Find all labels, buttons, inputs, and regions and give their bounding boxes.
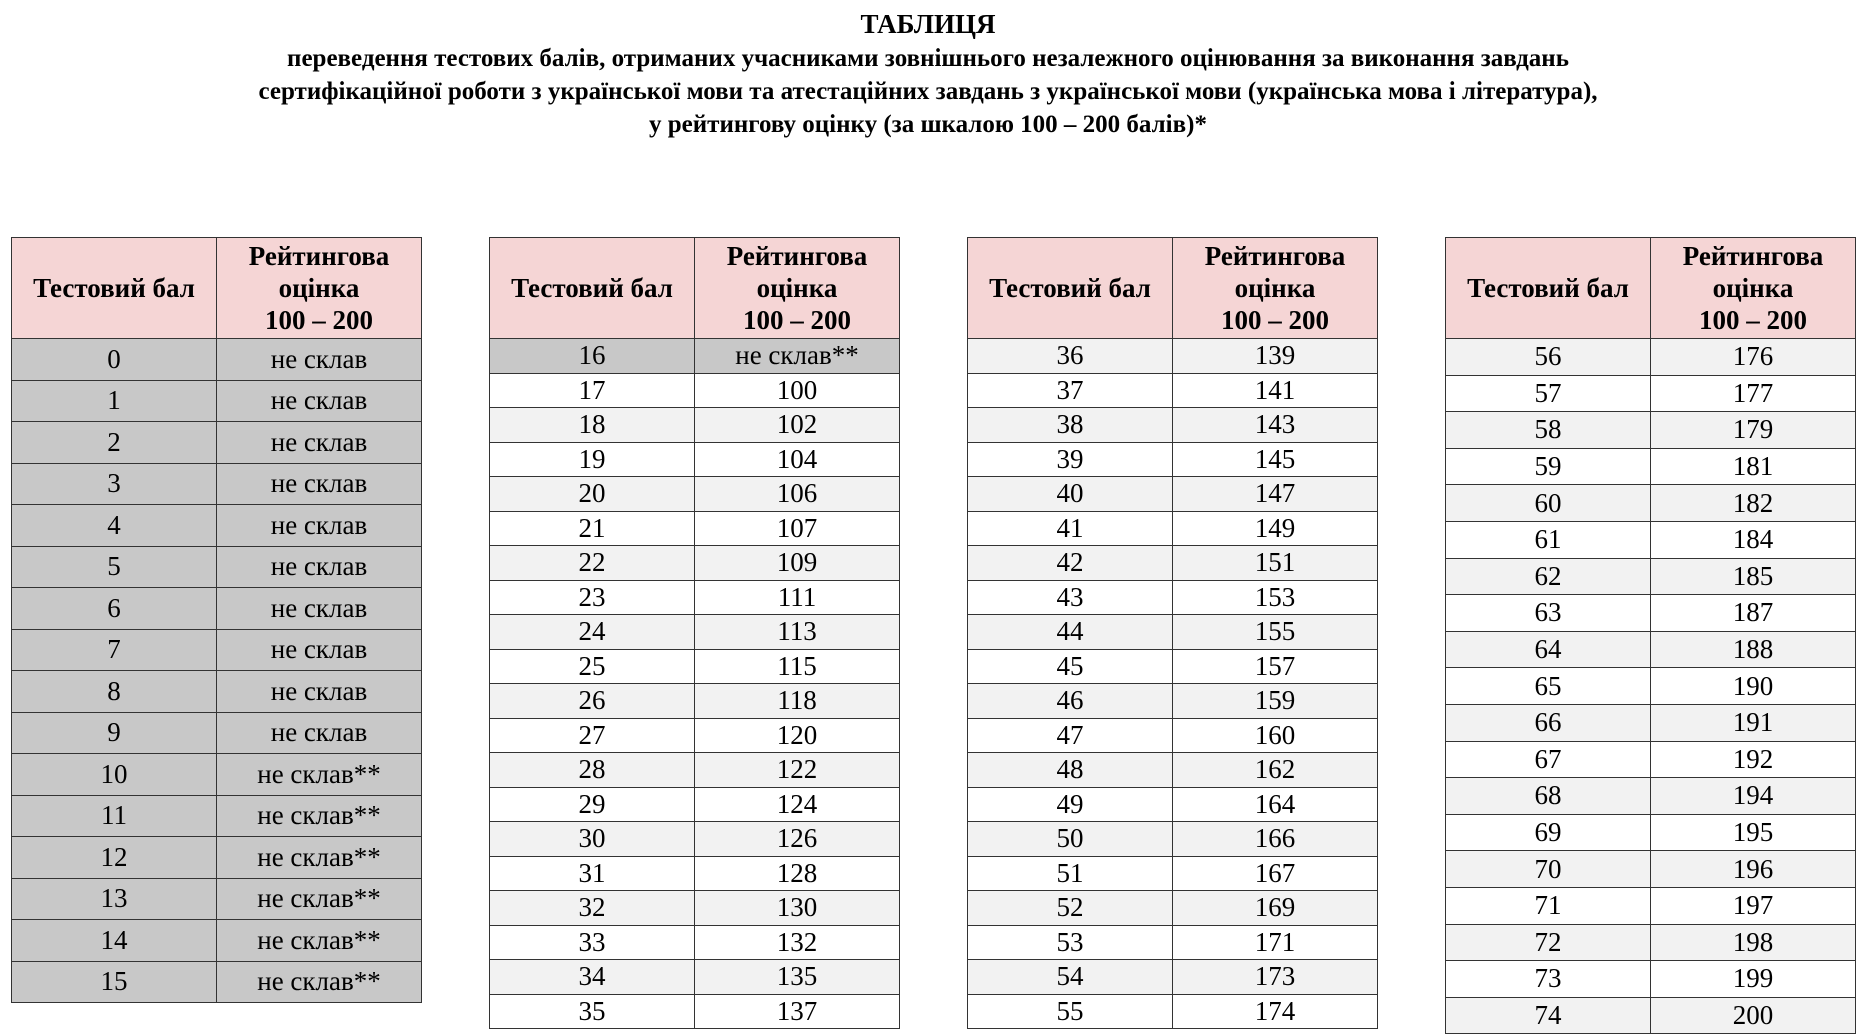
test-score-cell: 19 bbox=[490, 442, 695, 477]
rating-cell: не склав bbox=[217, 588, 422, 630]
rating-cell: 173 bbox=[1173, 960, 1378, 995]
table-row bbox=[490, 339, 900, 374]
table-row bbox=[12, 961, 422, 1003]
test-score-cell: 74 bbox=[1446, 997, 1651, 1034]
rating-cell: 126 bbox=[695, 822, 900, 857]
table-row bbox=[490, 580, 900, 615]
test-score-cell: 29 bbox=[490, 787, 695, 822]
rating-cell: 100 bbox=[695, 373, 900, 408]
rating-cell: 149 bbox=[1173, 511, 1378, 546]
table-row bbox=[1446, 412, 1856, 449]
test-score-cell: 64 bbox=[1446, 631, 1651, 668]
test-score-cell: 73 bbox=[1446, 961, 1651, 998]
test-score-cell: 25 bbox=[490, 649, 695, 684]
rating-cell: 128 bbox=[695, 856, 900, 891]
table-row bbox=[490, 477, 900, 512]
test-score-cell: 59 bbox=[1446, 448, 1651, 485]
rating-cell: не склав** bbox=[217, 920, 422, 962]
test-score-cell: 54 bbox=[968, 960, 1173, 995]
test-score-cell: 7 bbox=[12, 629, 217, 671]
table-row bbox=[1446, 375, 1856, 412]
rating-cell: 120 bbox=[695, 718, 900, 753]
table-row bbox=[968, 787, 1378, 822]
test-score-cell: 12 bbox=[12, 837, 217, 879]
header-rating-line-1: Рейтингова bbox=[1204, 241, 1346, 271]
test-score-cell: 68 bbox=[1446, 778, 1651, 815]
test-score-cell: 45 bbox=[968, 649, 1173, 684]
rating-cell: 174 bbox=[1173, 994, 1378, 1029]
title-line-3: у рейтингову оцінку (за шкалою 100 – 200 балів)* bbox=[649, 111, 1207, 138]
test-score-cell: 56 bbox=[1446, 339, 1651, 376]
rating-cell: 159 bbox=[1173, 684, 1378, 719]
rating-cell: 139 bbox=[1173, 339, 1378, 374]
test-score-cell: 42 bbox=[968, 546, 1173, 581]
test-score-cell: 5 bbox=[12, 546, 217, 588]
rating-cell: 187 bbox=[1651, 595, 1856, 632]
header-rating-line-3: 100 – 200 bbox=[1699, 305, 1807, 335]
rating-cell: 135 bbox=[695, 960, 900, 995]
table-row bbox=[490, 787, 900, 822]
score-table-3 bbox=[967, 237, 1378, 1029]
table-row bbox=[1446, 631, 1856, 668]
rating-cell: 122 bbox=[695, 753, 900, 788]
table-row bbox=[12, 422, 422, 464]
table-row bbox=[12, 463, 422, 505]
header-rating-line-1: Рейтингова bbox=[248, 241, 390, 271]
rating-cell: не склав bbox=[217, 505, 422, 547]
test-score-cell: 16 bbox=[490, 339, 695, 374]
rating-cell: 141 bbox=[1173, 373, 1378, 408]
test-score-cell: 4 bbox=[12, 505, 217, 547]
rating-cell: 145 bbox=[1173, 442, 1378, 477]
rating-cell: 104 bbox=[695, 442, 900, 477]
table-row bbox=[490, 684, 900, 719]
test-score-cell: 71 bbox=[1446, 887, 1651, 924]
rating-cell: 191 bbox=[1651, 704, 1856, 741]
test-score-cell: 51 bbox=[968, 856, 1173, 891]
test-score-cell: 11 bbox=[12, 795, 217, 837]
test-score-cell: 24 bbox=[490, 615, 695, 650]
test-score-cell: 20 bbox=[490, 477, 695, 512]
test-score-cell: 14 bbox=[12, 920, 217, 962]
rating-cell: не склав** bbox=[217, 961, 422, 1003]
table-row bbox=[12, 671, 422, 713]
table-header-row bbox=[12, 238, 422, 339]
rating-cell: 111 bbox=[695, 580, 900, 615]
test-score-cell: 55 bbox=[968, 994, 1173, 1029]
test-score-cell: 47 bbox=[968, 718, 1173, 753]
test-score-cell: 13 bbox=[12, 878, 217, 920]
test-score-cell: 53 bbox=[968, 925, 1173, 960]
test-score-cell: 70 bbox=[1446, 851, 1651, 888]
rating-cell: не склав** bbox=[217, 878, 422, 920]
test-score-cell: 44 bbox=[968, 615, 1173, 650]
test-score-cell: 69 bbox=[1446, 814, 1651, 851]
rating-cell: не склав** bbox=[217, 754, 422, 796]
table-row bbox=[1446, 668, 1856, 705]
table-row bbox=[1446, 851, 1856, 888]
test-score-cell: 18 bbox=[490, 408, 695, 443]
test-score-cell: 60 bbox=[1446, 485, 1651, 522]
table-row bbox=[12, 754, 422, 796]
rating-cell: не склав bbox=[217, 463, 422, 505]
table-row bbox=[490, 649, 900, 684]
header-rating bbox=[695, 238, 900, 339]
rating-cell: 115 bbox=[695, 649, 900, 684]
table-row bbox=[1446, 485, 1856, 522]
header-test-score: Тестовий бал bbox=[490, 238, 695, 339]
test-score-cell: 27 bbox=[490, 718, 695, 753]
header-rating bbox=[1173, 238, 1378, 339]
table-row bbox=[490, 753, 900, 788]
table-row bbox=[968, 891, 1378, 926]
header-test-score: Тестовий бал bbox=[968, 238, 1173, 339]
score-table-2 bbox=[489, 237, 900, 1029]
rating-cell: 118 bbox=[695, 684, 900, 719]
rating-cell: 200 bbox=[1651, 997, 1856, 1034]
table-row bbox=[12, 712, 422, 754]
table-row bbox=[968, 442, 1378, 477]
table-row bbox=[1446, 704, 1856, 741]
table-row bbox=[1446, 558, 1856, 595]
table-header-row bbox=[968, 238, 1378, 339]
rating-cell: 162 bbox=[1173, 753, 1378, 788]
header-rating-line-3: 100 – 200 bbox=[743, 305, 851, 335]
header-rating-line-2: оцінка bbox=[1712, 273, 1794, 303]
test-score-cell: 57 bbox=[1446, 375, 1651, 412]
rating-cell: 164 bbox=[1173, 787, 1378, 822]
table-row bbox=[968, 477, 1378, 512]
test-score-cell: 15 bbox=[12, 961, 217, 1003]
table-row bbox=[968, 753, 1378, 788]
rating-cell: 102 bbox=[695, 408, 900, 443]
header-test-score: Тестовий бал bbox=[12, 238, 217, 339]
rating-cell: 177 bbox=[1651, 375, 1856, 412]
table-row bbox=[968, 960, 1378, 995]
rating-cell: 179 bbox=[1651, 412, 1856, 449]
table-row bbox=[490, 994, 900, 1029]
score-table-4 bbox=[1445, 237, 1856, 1034]
test-score-cell: 8 bbox=[12, 671, 217, 713]
test-score-cell: 67 bbox=[1446, 741, 1651, 778]
table-row bbox=[490, 408, 900, 443]
test-score-cell: 26 bbox=[490, 684, 695, 719]
table-row bbox=[968, 649, 1378, 684]
rating-cell: 106 bbox=[695, 477, 900, 512]
header-test-score: Тестовий бал bbox=[1446, 238, 1651, 339]
header-rating-line-2: оцінка bbox=[756, 273, 838, 303]
table-row bbox=[12, 380, 422, 422]
test-score-cell: 3 bbox=[12, 463, 217, 505]
table-row bbox=[490, 891, 900, 926]
table-row bbox=[490, 960, 900, 995]
rating-cell: не склав bbox=[217, 422, 422, 464]
table-row bbox=[968, 718, 1378, 753]
title-main: ТАБЛИЦЯ bbox=[860, 9, 996, 39]
test-score-cell: 1 bbox=[12, 380, 217, 422]
rating-cell: не склав bbox=[217, 712, 422, 754]
test-score-cell: 34 bbox=[490, 960, 695, 995]
rating-cell: 190 bbox=[1651, 668, 1856, 705]
rating-cell: 196 bbox=[1651, 851, 1856, 888]
test-score-cell: 39 bbox=[968, 442, 1173, 477]
table-row bbox=[968, 994, 1378, 1029]
header-rating-line-3: 100 – 200 bbox=[265, 305, 373, 335]
test-score-cell: 0 bbox=[12, 339, 217, 381]
rating-cell: не склав** bbox=[217, 837, 422, 879]
rating-cell: не склав** bbox=[217, 795, 422, 837]
score-table-1 bbox=[11, 237, 422, 1003]
test-score-cell: 36 bbox=[968, 339, 1173, 374]
table-row bbox=[968, 822, 1378, 857]
rating-cell: 107 bbox=[695, 511, 900, 546]
table-row bbox=[490, 442, 900, 477]
rating-cell: 155 bbox=[1173, 615, 1378, 650]
table-row bbox=[490, 822, 900, 857]
test-score-cell: 46 bbox=[968, 684, 1173, 719]
test-score-cell: 21 bbox=[490, 511, 695, 546]
rating-cell: 169 bbox=[1173, 891, 1378, 926]
test-score-cell: 33 bbox=[490, 925, 695, 960]
table-row bbox=[968, 615, 1378, 650]
test-score-cell: 40 bbox=[968, 477, 1173, 512]
test-score-cell: 2 bbox=[12, 422, 217, 464]
rating-cell: 143 bbox=[1173, 408, 1378, 443]
test-score-cell: 38 bbox=[968, 408, 1173, 443]
table-row bbox=[1446, 741, 1856, 778]
table-row bbox=[1446, 448, 1856, 485]
test-score-cell: 43 bbox=[968, 580, 1173, 615]
rating-cell: не склав bbox=[217, 546, 422, 588]
table-row bbox=[1446, 997, 1856, 1034]
rating-cell: 188 bbox=[1651, 631, 1856, 668]
rating-cell: 181 bbox=[1651, 448, 1856, 485]
table-row bbox=[490, 615, 900, 650]
header-rating-line-2: оцінка bbox=[278, 273, 360, 303]
table-row bbox=[12, 795, 422, 837]
test-score-cell: 31 bbox=[490, 856, 695, 891]
table-row bbox=[968, 546, 1378, 581]
table-row bbox=[12, 588, 422, 630]
table-row bbox=[968, 511, 1378, 546]
table-row bbox=[12, 546, 422, 588]
rating-cell: 194 bbox=[1651, 778, 1856, 815]
table-row bbox=[490, 511, 900, 546]
rating-cell: 166 bbox=[1173, 822, 1378, 857]
test-score-cell: 61 bbox=[1446, 521, 1651, 558]
test-score-cell: 62 bbox=[1446, 558, 1651, 595]
table-row bbox=[1446, 924, 1856, 961]
test-score-cell: 52 bbox=[968, 891, 1173, 926]
table-row bbox=[1446, 339, 1856, 376]
table-row bbox=[968, 373, 1378, 408]
table-row bbox=[1446, 521, 1856, 558]
rating-cell: 124 bbox=[695, 787, 900, 822]
rating-cell: 199 bbox=[1651, 961, 1856, 998]
test-score-cell: 35 bbox=[490, 994, 695, 1029]
title-line-1: переведення тестових балів, отриманих учасниками зовнішнього незалежного оцінювання за виконання завдань bbox=[287, 45, 1569, 72]
test-score-cell: 50 bbox=[968, 822, 1173, 857]
table-row bbox=[968, 408, 1378, 443]
rating-cell: не склав** bbox=[695, 339, 900, 374]
test-score-cell: 49 bbox=[968, 787, 1173, 822]
test-score-cell: 48 bbox=[968, 753, 1173, 788]
rating-cell: 185 bbox=[1651, 558, 1856, 595]
table-row bbox=[968, 925, 1378, 960]
rating-cell: 147 bbox=[1173, 477, 1378, 512]
rating-cell: 197 bbox=[1651, 887, 1856, 924]
test-score-cell: 17 bbox=[490, 373, 695, 408]
table-row bbox=[12, 339, 422, 381]
rating-cell: 195 bbox=[1651, 814, 1856, 851]
table-header-row bbox=[1446, 238, 1856, 339]
table-row bbox=[12, 837, 422, 879]
rating-cell: не склав bbox=[217, 380, 422, 422]
header-rating-line-1: Рейтингова bbox=[726, 241, 868, 271]
table-row bbox=[968, 684, 1378, 719]
table-row bbox=[1446, 887, 1856, 924]
rating-cell: 198 bbox=[1651, 924, 1856, 961]
table-row bbox=[1446, 961, 1856, 998]
document-title bbox=[0, 6, 1856, 141]
table-row bbox=[12, 920, 422, 962]
header-rating-line-1: Рейтингова bbox=[1682, 241, 1824, 271]
rating-cell: 184 bbox=[1651, 521, 1856, 558]
rating-cell: 167 bbox=[1173, 856, 1378, 891]
header-rating bbox=[1651, 238, 1856, 339]
rating-cell: 130 bbox=[695, 891, 900, 926]
rating-cell: 160 bbox=[1173, 718, 1378, 753]
test-score-cell: 58 bbox=[1446, 412, 1651, 449]
header-rating bbox=[217, 238, 422, 339]
table-row bbox=[968, 339, 1378, 374]
rating-cell: 192 bbox=[1651, 741, 1856, 778]
table-row bbox=[12, 629, 422, 671]
table-header-row bbox=[490, 238, 900, 339]
rating-cell: 113 bbox=[695, 615, 900, 650]
test-score-cell: 30 bbox=[490, 822, 695, 857]
rating-cell: 151 bbox=[1173, 546, 1378, 581]
test-score-cell: 37 bbox=[968, 373, 1173, 408]
rating-cell: 109 bbox=[695, 546, 900, 581]
table-row bbox=[490, 546, 900, 581]
table-row bbox=[490, 856, 900, 891]
test-score-cell: 10 bbox=[12, 754, 217, 796]
test-score-cell: 72 bbox=[1446, 924, 1651, 961]
test-score-cell: 66 bbox=[1446, 704, 1651, 741]
title-line-2: сертифікаційної роботи з української мови та атестаційних завдань з української мови (українська мова і література), bbox=[258, 78, 1598, 105]
test-score-cell: 23 bbox=[490, 580, 695, 615]
test-score-cell: 63 bbox=[1446, 595, 1651, 632]
rating-cell: 137 bbox=[695, 994, 900, 1029]
table-row bbox=[12, 505, 422, 547]
rating-cell: не склав bbox=[217, 629, 422, 671]
test-score-cell: 32 bbox=[490, 891, 695, 926]
table-row bbox=[490, 718, 900, 753]
rating-cell: 171 bbox=[1173, 925, 1378, 960]
rating-cell: 182 bbox=[1651, 485, 1856, 522]
test-score-cell: 28 bbox=[490, 753, 695, 788]
table-row bbox=[12, 878, 422, 920]
table-row bbox=[1446, 595, 1856, 632]
test-score-cell: 6 bbox=[12, 588, 217, 630]
rating-cell: 176 bbox=[1651, 339, 1856, 376]
header-rating-line-2: оцінка bbox=[1234, 273, 1316, 303]
table-row bbox=[1446, 778, 1856, 815]
rating-cell: 153 bbox=[1173, 580, 1378, 615]
rating-cell: 132 bbox=[695, 925, 900, 960]
test-score-cell: 65 bbox=[1446, 668, 1651, 705]
rating-cell: 157 bbox=[1173, 649, 1378, 684]
table-row bbox=[490, 373, 900, 408]
header-rating-line-3: 100 – 200 bbox=[1221, 305, 1329, 335]
test-score-cell: 9 bbox=[12, 712, 217, 754]
test-score-cell: 41 bbox=[968, 511, 1173, 546]
table-row bbox=[968, 580, 1378, 615]
table-row bbox=[1446, 814, 1856, 851]
rating-cell: не склав bbox=[217, 339, 422, 381]
table-row bbox=[490, 925, 900, 960]
rating-cell: не склав bbox=[217, 671, 422, 713]
table-row bbox=[968, 856, 1378, 891]
test-score-cell: 22 bbox=[490, 546, 695, 581]
